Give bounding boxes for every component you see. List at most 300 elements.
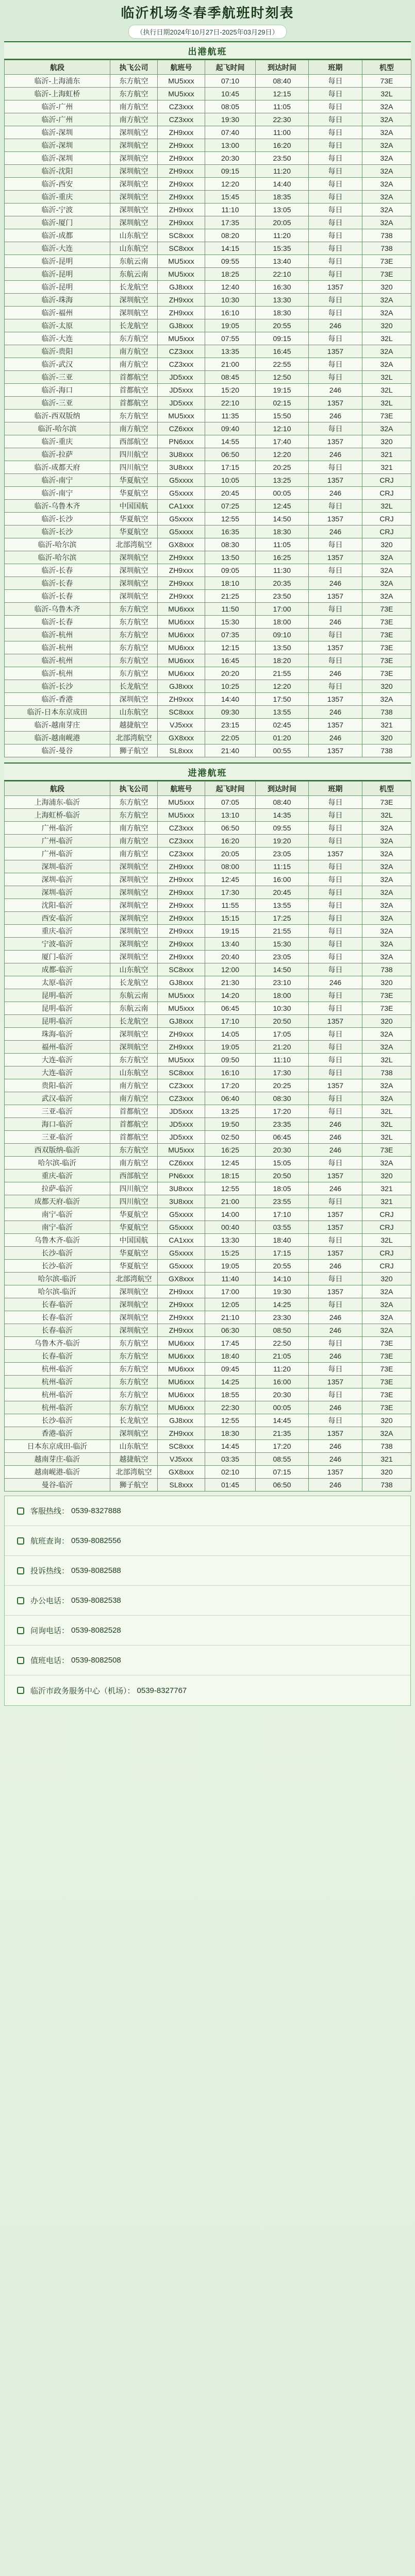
table-cell: 四川航空 [110, 1182, 158, 1195]
table-cell: 日本东京成田-临沂 [5, 1440, 110, 1453]
table-cell: MU5xxx [158, 989, 205, 1002]
table-cell: MU6xxx [158, 1401, 205, 1414]
table-cell: 每日 [309, 989, 362, 1002]
table-cell: GJ8xxx [158, 319, 205, 332]
table-cell: 32A [362, 848, 411, 860]
table-row [5, 526, 411, 538]
table-cell: 16:00 [256, 873, 309, 886]
table-cell: 长龙航空 [110, 319, 158, 332]
table-cell: 临沂-深圳 [5, 152, 110, 165]
table-cell: 南方航空 [110, 835, 158, 848]
table-row [5, 178, 411, 191]
table-row [5, 1105, 411, 1118]
table-cell: GX8xxx [158, 732, 205, 744]
table-cell: 738 [362, 1479, 411, 1492]
table-cell: 12:40 [205, 281, 256, 294]
table-cell: 深圳航空 [110, 1298, 158, 1311]
table-row [5, 938, 411, 951]
table-cell: 02:15 [256, 397, 309, 410]
table-cell: 320 [362, 1414, 411, 1427]
table-cell: 32A [362, 938, 411, 951]
table-cell: 246 [309, 577, 362, 590]
table-cell: 73E [362, 796, 411, 809]
table-row [5, 1311, 411, 1324]
table-cell: 1357 [309, 345, 362, 358]
table-row [5, 513, 411, 526]
table-cell: 32A [362, 113, 411, 126]
table-row [5, 641, 411, 654]
table-cell: 07:05 [205, 796, 256, 809]
table-cell: 重庆-临沂 [5, 925, 110, 938]
table-cell: 18:30 [205, 1427, 256, 1440]
table-cell: 东航云南 [110, 1002, 158, 1015]
table-cell: ZH9xxx [158, 577, 205, 590]
table-row [5, 1157, 411, 1170]
table-cell: 06:50 [205, 448, 256, 461]
table-cell: 临沂-珠海 [5, 294, 110, 307]
table-cell: 16:20 [205, 835, 256, 848]
table-cell: 杭州-临沂 [5, 1363, 110, 1376]
table-cell: 每日 [309, 938, 362, 951]
table-cell: 16:25 [205, 1144, 256, 1157]
table-cell: 11:10 [205, 204, 256, 216]
table-cell: 1357 [309, 1466, 362, 1479]
table-cell: 20:50 [256, 1170, 309, 1182]
table-cell: 华夏航空 [110, 487, 158, 500]
table-cell: 临沂-昆明 [5, 268, 110, 281]
table-row [5, 706, 411, 719]
table-cell: 东方航空 [110, 75, 158, 88]
table-row [5, 603, 411, 616]
table-cell: 贵阳-临沂 [5, 1079, 110, 1092]
table-cell: 73E [362, 616, 411, 629]
table-cell: 321 [362, 719, 411, 732]
table-cell: 临沂-重庆 [5, 191, 110, 204]
table-cell: 每日 [309, 1388, 362, 1401]
table-cell: MU5xxx [158, 410, 205, 422]
table-cell: GJ8xxx [158, 976, 205, 989]
table-cell: 临沂-成都天府 [5, 461, 110, 474]
table-cell: 南方航空 [110, 422, 158, 435]
table-cell: 临沂-贵阳 [5, 345, 110, 358]
table-cell: 深圳航空 [110, 873, 158, 886]
table-cell: 成都天府-临沂 [5, 1195, 110, 1208]
table-row [5, 410, 411, 422]
table-cell: 07:35 [205, 629, 256, 641]
table-cell: 23:10 [256, 976, 309, 989]
table-cell: 1357 [309, 1376, 362, 1388]
table-cell: 321 [362, 1453, 411, 1466]
table-cell: 越南岘港-临沂 [5, 1466, 110, 1479]
table-cell: 246 [309, 384, 362, 397]
table-cell: 73E [362, 268, 411, 281]
table-cell: 深圳航空 [110, 126, 158, 139]
table-cell: 32L [362, 1105, 411, 1118]
table-cell: 32A [362, 165, 411, 178]
table-cell: 14:25 [205, 1376, 256, 1388]
table-cell: 21:10 [205, 1311, 256, 1324]
column-header: 机型 [362, 60, 411, 75]
table-cell: 长沙-临沂 [5, 1260, 110, 1273]
table-cell: 246 [309, 976, 362, 989]
table-cell: MU5xxx [158, 809, 205, 822]
table-cell: 每日 [309, 1414, 362, 1427]
contact-label: 临沂市政务服务中心（机场）： [30, 1686, 135, 1696]
table-cell: 32A [362, 1311, 411, 1324]
table-cell: 深圳航空 [110, 693, 158, 706]
table-cell: G5xxxx [158, 1208, 205, 1221]
table-cell: SL8xxx [158, 744, 205, 757]
table-cell: 09:55 [205, 255, 256, 268]
table-cell: 每日 [309, 1041, 362, 1054]
table-cell: CZ3xxx [158, 345, 205, 358]
table-cell: 深圳航空 [110, 307, 158, 319]
table-row [5, 1466, 411, 1479]
table-cell: 13:50 [256, 641, 309, 654]
table-row [5, 332, 411, 345]
table-cell: 1357 [309, 1170, 362, 1182]
table-cell: 15:15 [205, 912, 256, 925]
table-cell: 73E [362, 1401, 411, 1414]
table-cell: 321 [362, 461, 411, 474]
table-cell: GX8xxx [158, 1273, 205, 1285]
table-cell: 738 [362, 963, 411, 976]
table-cell: ZH9xxx [158, 307, 205, 319]
table-row [5, 152, 411, 165]
table-cell: 临沂-宁波 [5, 204, 110, 216]
table-cell: CZ3xxx [158, 113, 205, 126]
table-cell: 11:30 [256, 564, 309, 577]
table-cell: 20:30 [256, 1388, 309, 1401]
table-cell: 每日 [309, 796, 362, 809]
table-cell: 08:55 [256, 1453, 309, 1466]
table-cell: 临沂-昆明 [5, 281, 110, 294]
table-cell: 南方航空 [110, 100, 158, 113]
table-cell: 01:20 [256, 732, 309, 744]
table-row [5, 1363, 411, 1376]
table-cell: 14:50 [256, 513, 309, 526]
table-cell: 08:45 [205, 371, 256, 384]
table-cell: ZH9xxx [158, 126, 205, 139]
table-cell: SL8xxx [158, 1479, 205, 1492]
table-cell: ZH9xxx [158, 216, 205, 229]
table-cell: 乌鲁木齐-临沂 [5, 1337, 110, 1350]
contact-number: 0539-8082588 [71, 1566, 121, 1575]
table-cell: 17:30 [256, 1066, 309, 1079]
table-cell: 临沂-拉萨 [5, 448, 110, 461]
table-cell: 南宁-临沂 [5, 1208, 110, 1221]
table-cell: 12:55 [205, 513, 256, 526]
table-cell: 09:50 [205, 1054, 256, 1066]
table-cell: 东方航空 [110, 641, 158, 654]
table-cell: 1357 [309, 693, 362, 706]
table-cell: 首都航空 [110, 371, 158, 384]
table-cell: 320 [362, 680, 411, 693]
table-cell: 17:45 [205, 1337, 256, 1350]
table-cell: 32L [362, 371, 411, 384]
column-header: 航班号 [158, 782, 205, 796]
table-cell: 17:20 [205, 1079, 256, 1092]
table-cell: 深圳航空 [110, 204, 158, 216]
table-cell: 临沂-广州 [5, 100, 110, 113]
table-cell: 320 [362, 319, 411, 332]
table-cell: PN6xxx [158, 1170, 205, 1182]
table-cell: 临沂-上海浦东 [5, 75, 110, 88]
table-cell: 32A [362, 860, 411, 873]
contact-row [5, 1616, 410, 1646]
table-cell: 每日 [309, 216, 362, 229]
table-cell: GX8xxx [158, 1466, 205, 1479]
table-row [5, 951, 411, 963]
table-cell: 320 [362, 1015, 411, 1028]
table-row [5, 912, 411, 925]
contact-number: 0539-8327767 [137, 1686, 187, 1695]
table-cell: 首都航空 [110, 1105, 158, 1118]
table-cell: GJ8xxx [158, 1015, 205, 1028]
table-cell: 临沂-上海虹桥 [5, 88, 110, 100]
table-cell: 32A [362, 1041, 411, 1054]
table-cell: 每日 [309, 809, 362, 822]
table-cell: 临沂-西安 [5, 178, 110, 191]
table-cell: 每日 [309, 500, 362, 513]
table-cell: 73E [362, 1363, 411, 1376]
table-cell: 32A [362, 216, 411, 229]
table-cell: CRJ [362, 1208, 411, 1221]
table-cell: 73E [362, 1144, 411, 1157]
table-cell: 临沂-越南岘港 [5, 732, 110, 744]
table-cell: 14:40 [256, 178, 309, 191]
table-cell: 11:00 [256, 126, 309, 139]
table-cell: 16:30 [256, 281, 309, 294]
table-cell: 03:35 [205, 1453, 256, 1466]
table-cell: MU5xxx [158, 88, 205, 100]
table-cell: GX8xxx [158, 538, 205, 551]
table-cell: 东方航空 [110, 1350, 158, 1363]
table-row [5, 577, 411, 590]
table-cell: GJ8xxx [158, 281, 205, 294]
table-row [5, 281, 411, 294]
table-cell: 06:45 [205, 1002, 256, 1015]
table-cell: 02:10 [205, 1466, 256, 1479]
table-cell: 15:30 [256, 938, 309, 951]
table-cell: 每日 [309, 951, 362, 963]
table-cell: 02:45 [256, 719, 309, 732]
table-cell: 南宁-临沂 [5, 1221, 110, 1234]
table-row [5, 719, 411, 732]
table-row [5, 1079, 411, 1092]
table-cell: SC8xxx [158, 229, 205, 242]
table-cell: MU5xxx [158, 75, 205, 88]
table-cell: 1357 [309, 397, 362, 410]
table-cell: 00:05 [256, 1401, 309, 1414]
table-cell: MU6xxx [158, 1337, 205, 1350]
table-row [5, 1015, 411, 1028]
table-cell: ZH9xxx [158, 925, 205, 938]
table-cell: 山东航空 [110, 1440, 158, 1453]
table-cell: 73E [362, 667, 411, 680]
table-cell: CZ3xxx [158, 1079, 205, 1092]
table-cell: 22:10 [205, 397, 256, 410]
table-cell: 每日 [309, 422, 362, 435]
table-cell: 246 [309, 706, 362, 719]
table-row [5, 319, 411, 332]
table-row [5, 860, 411, 873]
table-cell: 20:45 [256, 886, 309, 899]
table-cell: 19:30 [205, 113, 256, 126]
table-cell: 32L [362, 88, 411, 100]
table-cell: 19:05 [205, 1041, 256, 1054]
table-cell: MU5xxx [158, 268, 205, 281]
table-cell: 13:10 [205, 809, 256, 822]
phone-icon [17, 1537, 24, 1545]
table-cell: GJ8xxx [158, 1414, 205, 1427]
table-cell: G5xxxx [158, 487, 205, 500]
table-cell: 四川航空 [110, 461, 158, 474]
table-row [5, 1054, 411, 1066]
table-cell: 东航云南 [110, 255, 158, 268]
table-cell: 32A [362, 100, 411, 113]
table-cell: 西部航空 [110, 435, 158, 448]
table-row [5, 1066, 411, 1079]
table-cell: 320 [362, 1273, 411, 1285]
table-cell: CRJ [362, 1221, 411, 1234]
table-cell: ZH9xxx [158, 1285, 205, 1298]
table-cell: CRJ [362, 1247, 411, 1260]
table-cell: 每日 [309, 835, 362, 848]
table-cell: 738 [362, 229, 411, 242]
table-cell: 临沂-哈尔滨 [5, 422, 110, 435]
table-cell: 每日 [309, 126, 362, 139]
table-row [5, 1002, 411, 1015]
departures-table [4, 60, 411, 757]
table-cell: 73E [362, 1350, 411, 1363]
table-cell: 21:00 [205, 1195, 256, 1208]
table-cell: 738 [362, 1440, 411, 1453]
table-cell: 太原-临沂 [5, 976, 110, 989]
table-cell: 临沂-成都 [5, 229, 110, 242]
table-cell: 1357 [309, 848, 362, 860]
table-cell: 深圳航空 [110, 191, 158, 204]
table-cell: 12:15 [205, 641, 256, 654]
table-cell: 73E [362, 410, 411, 422]
table-cell: 32A [362, 1079, 411, 1092]
table-cell: 狮子航空 [110, 1479, 158, 1492]
table-cell: 12:00 [205, 963, 256, 976]
table-cell: 14:15 [205, 242, 256, 255]
table-cell: 21:00 [205, 358, 256, 371]
table-row [5, 1144, 411, 1157]
table-cell: 东方航空 [110, 629, 158, 641]
table-cell: 09:40 [205, 422, 256, 435]
table-cell: 昆明-临沂 [5, 989, 110, 1002]
table-cell: 深圳航空 [110, 165, 158, 178]
table-row [5, 538, 411, 551]
table-cell: 每日 [309, 255, 362, 268]
table-cell: 3U8xxx [158, 448, 205, 461]
table-cell: 15:30 [205, 616, 256, 629]
table-cell: 3U8xxx [158, 1195, 205, 1208]
table-cell: 32A [362, 178, 411, 191]
table-row [5, 564, 411, 577]
table-cell: 东方航空 [110, 1376, 158, 1388]
table-cell: 长春-临沂 [5, 1324, 110, 1337]
table-row [5, 1260, 411, 1273]
table-cell: 246 [309, 448, 362, 461]
table-row [5, 1118, 411, 1131]
table-cell: 246 [309, 1260, 362, 1273]
table-cell: 246 [309, 487, 362, 500]
table-cell: 17:05 [256, 1028, 309, 1041]
table-cell: 13:55 [256, 899, 309, 912]
table-cell: 15:05 [256, 1157, 309, 1170]
table-cell: 23:15 [205, 719, 256, 732]
table-cell: 13:50 [205, 551, 256, 564]
table-cell: 16:45 [205, 654, 256, 667]
table-cell: 广州-临沂 [5, 822, 110, 835]
table-cell: 32A [362, 139, 411, 152]
phone-icon [17, 1567, 24, 1574]
table-cell: 1357 [309, 1079, 362, 1092]
table-cell: 19:05 [205, 319, 256, 332]
table-cell: 临沂-日本东京成田 [5, 706, 110, 719]
table-cell: G5xxxx [158, 1247, 205, 1260]
table-cell: 深圳航空 [110, 152, 158, 165]
table-cell: 18:10 [205, 577, 256, 590]
table-cell: 深圳航空 [110, 294, 158, 307]
table-cell: 32A [362, 126, 411, 139]
table-cell: 临沂-大连 [5, 332, 110, 345]
table-cell: 32A [362, 358, 411, 371]
table-cell: 宁波-临沂 [5, 938, 110, 951]
table-cell: 17:15 [205, 461, 256, 474]
table-cell: 32L [362, 332, 411, 345]
table-cell: ZH9xxx [158, 1028, 205, 1041]
table-cell: VJ5xxx [158, 1453, 205, 1466]
table-cell: 32A [362, 294, 411, 307]
table-cell: 深圳航空 [110, 899, 158, 912]
table-cell: 321 [362, 448, 411, 461]
table-cell: ZH9xxx [158, 873, 205, 886]
table-row [5, 307, 411, 319]
table-cell: 19:30 [256, 1285, 309, 1298]
table-cell: CZ3xxx [158, 1092, 205, 1105]
table-cell: 山东航空 [110, 242, 158, 255]
table-cell: 23:30 [256, 1311, 309, 1324]
table-cell: 73E [362, 654, 411, 667]
table-cell: 中国国航 [110, 1234, 158, 1247]
table-cell: ZH9xxx [158, 860, 205, 873]
column-header: 起飞时间 [205, 782, 256, 796]
table-row [5, 461, 411, 474]
table-cell: 07:15 [256, 1466, 309, 1479]
table-cell: 09:10 [256, 629, 309, 641]
table-cell: 厦门-临沂 [5, 951, 110, 963]
table-cell: SC8xxx [158, 242, 205, 255]
table-row [5, 848, 411, 860]
table-cell: 长沙-临沂 [5, 1247, 110, 1260]
contact-row [5, 1586, 410, 1616]
table-cell: 17:35 [205, 216, 256, 229]
table-cell: 越捷航空 [110, 719, 158, 732]
table-cell: 12:50 [256, 371, 309, 384]
column-header: 机型 [362, 782, 411, 796]
table-cell: 17:40 [256, 435, 309, 448]
table-cell: 每日 [309, 1195, 362, 1208]
table-cell: 南方航空 [110, 1079, 158, 1092]
table-cell: 15:45 [205, 191, 256, 204]
table-cell: CZ6xxx [158, 422, 205, 435]
table-cell: 长龙航空 [110, 680, 158, 693]
